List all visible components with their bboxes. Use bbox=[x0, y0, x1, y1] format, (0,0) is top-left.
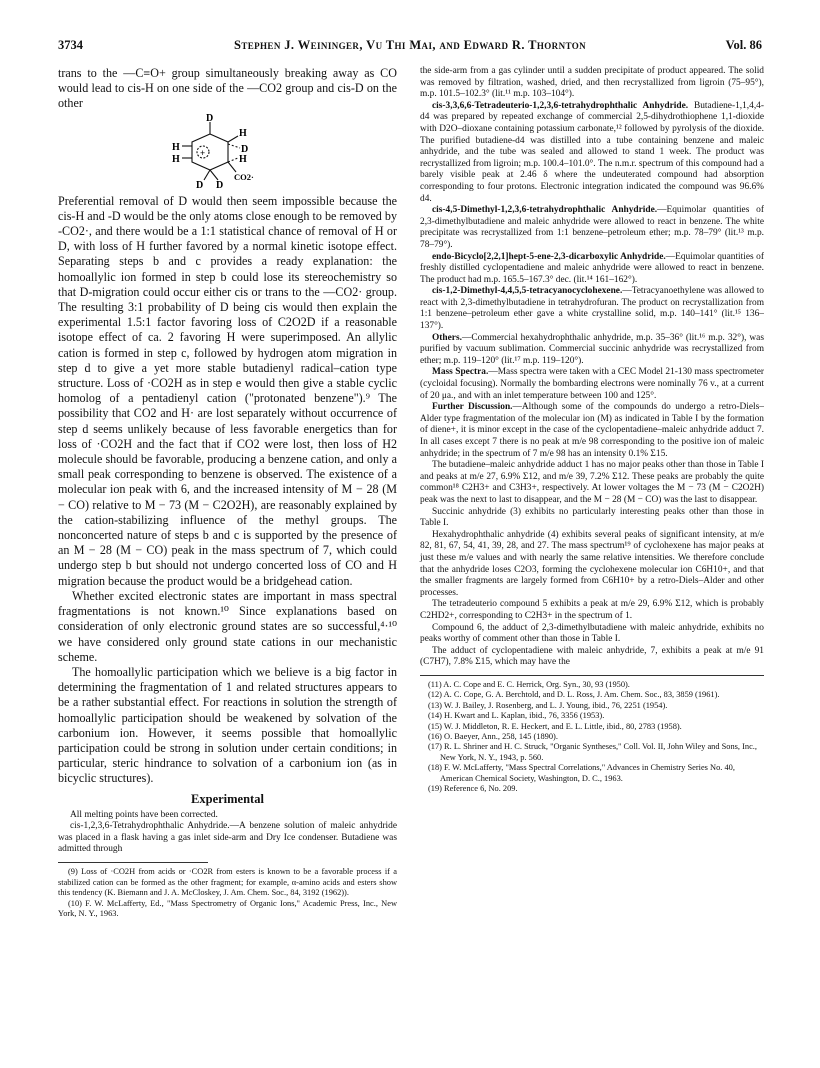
running-header bbox=[58, 38, 762, 56]
journal-volume: Vol. 86 bbox=[725, 38, 762, 52]
discussion-paragraph: Compound 6, the adduct of 2,3-dimethylbutadiene with maleic anhydride, exhibits no peaks worthy of comment other than those in Table I. bbox=[420, 622, 764, 645]
footnote: (10) F. W. McLafferty, Ed., "Mass Spectrometry of Organic Ions," Academic Press, Inc., New York, N. Y., 1963. bbox=[58, 898, 397, 919]
experimental-paragraph: cis-4,5-Dimethyl-1,2,3,6-tetrahydrophthalic Anhydride.—Equimolar quantities of 2,3-dimethylbutadiene and maleic anhydride were allowed to react in benzene. The white precipitate was recrystallized from 1:1 benzene–petroleum ether; m.p. 78–79° (lit.¹³ m.p. 78–79°). bbox=[420, 205, 764, 250]
run-in-title: Others. bbox=[432, 332, 462, 343]
run-in-title: cis-4,5-Dimethyl-1,2,3,6-tetrahydrophthalic Anhydride. bbox=[432, 205, 658, 216]
left-column bbox=[58, 66, 397, 920]
run-in-title: Further Discussion. bbox=[432, 402, 513, 413]
reference-item: (15) W. J. Middleton, R. E. Heckert, and E. L. Little, ibid., 80, 2783 (1958). bbox=[428, 721, 682, 731]
page-number: 3734 bbox=[58, 38, 83, 52]
atom-label: H bbox=[172, 141, 180, 153]
cyclohexenyl-cation-structure bbox=[158, 114, 288, 190]
experimental-paragraph: Further Discussion.—Although some of the compounds do undergo a retro-Diels–Alder type fragmentation of the molecular ion (M) as indicated in Table I by the formation of diene+, it is minor except in the case of the cyclopentadiene–maleic anhydride adduct 7. In all cases except 7 there is no peak at m/e 98 corresponding to the positive ion of maleic anhydride; in the spectrum of 7 m/e 98 has an intensity 0.1% Σ15. bbox=[420, 402, 764, 459]
experimental-paragraph: cis-1,2,3,6-Tetrahydrophthalic Anhydride.—A benzene solution of maleic anhydride was placed in a flask having a gas inlet side-arm and Dry Ice condenser. Butadiene was admitted through bbox=[58, 821, 397, 855]
reference-list bbox=[420, 680, 764, 794]
right-column bbox=[420, 66, 764, 794]
reference-item: (17) R. L. Shriner and H. C. Struck, "Organic Syntheses," Coll. Vol. II, John Wiley and Sons, Inc., New York, N. Y., 1943, p. 560. bbox=[428, 742, 757, 762]
section-heading: Experimental bbox=[191, 791, 264, 806]
experimental-paragraph: Others.—Commercial hexahydrophthalic anhydride, m.p. 35–36° (lit.¹⁶ m.p. 32°), was purified by vacuum sublimation. Commercial succinic anhydride was recrystallized from ether; m.p. 119–120° (lit.¹⁷ m.p. 119–120°). bbox=[420, 332, 764, 366]
experimental-paragraph: endo-Bicyclo[2,2,1]hept-5-ene-2,3-dicarboxylic Anhydride.—Equimolar quantities of freshly distilled cyclopentadiene and maleic anhydride were allowed to react in benzene. The product had m.p. 165.5–167.3° dec. (lit.¹⁴ 161–162°). bbox=[420, 251, 764, 285]
atom-label: D bbox=[241, 143, 249, 155]
run-in-title: cis-1,2,3,6-Tetrahydrophthalic Anhydride. bbox=[70, 821, 230, 832]
experimental-paragraph: cis-1,2-Dimethyl-4,4,5,5-tetracyanocyclohexene.—Tetracyanoethylene was allowed to react with 2,3-dimethylbutadiene in tetrahydrofuran. The product on recrystallization from 1:1 benzene–petroleum ether gave a white crystalline solid, m.p. 140–141° (lit.¹⁵ 136–137°). bbox=[420, 286, 764, 332]
discussion-paragraph: Succinic anhydride (3) exhibits no particularly interesting peaks other than those in Table I. bbox=[420, 506, 764, 529]
svg-text:+: + bbox=[200, 147, 206, 158]
run-in-title: endo-Bicyclo[2,2,1]hept-5-ene-2,3-dicarboxylic Anhydride. bbox=[432, 251, 666, 262]
experimental-paragraph: cis-3,3,6,6-Tetradeuterio-1,2,3,6-tetrahydrophthalic Anhydride. Butadiene-1,1,4,4-d4 was prepared by repeated exchange of commercial 2,5-dihydrothiophene 1,1-dioxide with D2O–dioxane containing potassium carbonate,¹² followed by pyrolysis of the dioxide. The purified butadiene-d4 was distilled into a tube containing benzene and maleic anhydride, and the tube was sealed and allowed to stand 1 week. The product was recrystallized from ligroin; m.p. 100.4–101.0°. The n.m.r. spectrum of this compound had a barely visible peak at 2.46 δ where the undeuterated compound had absorption corresponding to four protons. Electronic integration indicated the compound was 96.6% d4. bbox=[420, 100, 764, 204]
discussion-paragraph: The tetradeuterio compound 5 exhibits a peak at m/e 29, 6.9% Σ12, which is probably C2HD2+, corresponding to C2H3+ in the spectrum of 1. bbox=[420, 599, 764, 621]
run-in-title: Mass Spectra. bbox=[432, 367, 489, 378]
atom-label: D bbox=[206, 113, 214, 124]
atom-label: H bbox=[239, 127, 247, 139]
body-paragraph: The homoallylic participation which we believe is a big factor in determining the fragmentation of 1 and related structures appears to be a rather substantial effect. For reactions in solution the strength of homoallylic participation should be weakened by solvation of the carbonium ion. However, it seems possible that homoallylic participation could be strong in solution under certain conditions; in particular, steric hindrance to solvation of a carbonium ion (as in bicyclic structures). bbox=[58, 664, 397, 786]
atom-label: D bbox=[196, 179, 204, 190]
atom-label: D bbox=[216, 179, 224, 190]
discussion-paragraph: The adduct of cyclopentadiene with maleic anhydride, 7, exhibits a peak at m/e 91 (C7H7), 7.8% Σ15, which may have the bbox=[420, 645, 764, 668]
body-paragraph: Preferential removal of D would then seem impossible because the cis-H and -D would be the only atoms close enough to be removed by -CO2·, and there would be a 1:1 statistical chance of removal of H or D, with loss of H further favored by a normal kinetic isotope effect. Separating steps b and c provides a ready explanation: the homoallylic ion formed in step b could lose its stereochemistry so that D-migration could occur either cis or trans to the —CO2· group. The resulting 3:1 probability of D being cis would then explain the experimental 1.5:1 factor favoring loss of C2O2D if a reasonable isotope effect of ca. 2 favoring H were superimposed. An allylic cation is formed in step c, followed by hydrogen atom migration in step d to give a yet more stable butadienyl radical–cation type structure. Loss of ·CO2H as in step e would then give a stable cyclic homolog of a pentadienyl cation ("protonated benzene").⁹ The possibility that CO2 and H· are lost separately without occurrence of step d seems unlikely because of less favorable energetics than for loss of ·CO2H and the fact that if CO2 were lost, then loss of H2 molecule should be favorable, producing a benzene cation, and only a small peak corresponding to benzene is observed. The existence of a molecular ion peak with 6, and the increased intensity of M − 28 (M − CO) relative to M − 73 (M − C2O2H), are reasonably explained by the cation-stabilizing influence of the methyl groups. The nonconcerted nature of steps b and c is supported by the presence of an M − 28 (M − CO) peak in the mass spectrum of 7, which could undergo step b but should not undergo concerted loss of CO and H migration because the product would be a bridgehead cation. bbox=[58, 193, 397, 588]
run-in-title: cis-3,3,6,6-Tetradeuterio-1,2,3,6-tetrahydrophthalic Anhydride. bbox=[432, 100, 689, 111]
experimental-paragraph: Mass Spectra.—Mass spectra were taken with a CEC Model 21-130 mass spectrometer (cycloidal focusing). Normally the bombarding electrons were nominally 76 v., at a current of 20 μa., and with an inlet temperature between 100 and 125°. bbox=[420, 367, 764, 401]
discussion-paragraph: The butadiene–maleic anhydride adduct 1 has no major peaks other than those in Table I and peaks at m/e 27, 6.9% Σ12, and m/e 39, 7.2% Σ12. These peaks are probably the quite common¹⁸ C2H3+ and C3H3+, respectively. At lower voltages the M − 73 (M − C2O2H) peak was the next to last to disappear, and the M − 28 (M − CO) was the last to disappear. bbox=[420, 460, 764, 505]
footnote: (9) Loss of ·CO2H from acids or ·CO2R from esters is known to be a favorable process if a stabilized cation can be formed as the other fragment; for example, α-amino acids and esters show this tendency (K. Biemann and J. A. McCloskey, J. Am. Chem. Soc., 84, 3192 (1962)). bbox=[58, 866, 397, 898]
reference-item: (14) H. Kwart and L. Kaplan, ibid., 76, 3356 (1953). bbox=[428, 711, 605, 721]
reference-item: (19) Reference 6, No. 209. bbox=[428, 783, 518, 793]
reference-item: (11) A. C. Cope and E. C. Herrick, Org. Syn., 30, 93 (1950). bbox=[428, 679, 630, 689]
reference-item: (18) F. W. McLafferty, "Mass Spectral Correlations," Advances in Chemistry Series No. 40, American Chemical Society, Washington, D. C., 1963. bbox=[428, 763, 735, 783]
footnote-rule bbox=[420, 675, 764, 676]
run-in-title: cis-1,2-Dimethyl-4,4,5,5-tetracyanocyclohexene. bbox=[432, 286, 623, 297]
body-paragraph: Whether excited electronic states are important in mass spectral fragmentations is not known.¹⁰ Since explanations based on consideration of only electronic ground states are so successful,⁴·¹⁰ we have considered only ground state cations in our mechanistic scheme. bbox=[58, 588, 397, 664]
experimental-paragraph: All melting points have been corrected. bbox=[70, 809, 218, 820]
footnote-rule bbox=[58, 862, 208, 863]
reference-item: (13) W. J. Bailey, J. Rosenberg, and L. J. Young, ibid., 76, 2251 (1954). bbox=[428, 700, 668, 710]
body-paragraph: trans to the —C≡O+ group simultaneously breaking away as CO would lead to cis-H on one side of the —CO2 group and cis-D on the other bbox=[58, 66, 397, 111]
atom-label: CO2· bbox=[234, 171, 254, 182]
reference-item: (16) O. Baeyer, Ann., 258, 145 (1890). bbox=[428, 731, 558, 741]
reference-item: (12) A. C. Cope, G. A. Berchtold, and D. L. Ross, J. Am. Chem. Soc., 83, 3859 (1961). bbox=[428, 690, 720, 700]
atom-label: H bbox=[172, 153, 180, 165]
experimental-paragraph: the side-arm from a gas cylinder until a sudden precipitate of product appeared. The solid was removed by filtration, washed, dried, and then recrystallized from ligroin (75–95°), m.p. 101.5–102.3° (lit.¹¹ m.p. 103–104°). bbox=[420, 66, 764, 100]
atom-label: H bbox=[239, 153, 247, 165]
discussion-paragraph: Hexahydrophthalic anhydride (4) exhibits several peaks of significant intensity, at m/e 82, 81, 67, 54, 41, 39, 28, and 27. The mass spectrum¹⁹ of cyclohexene has major peaks at just these m/e values and with nearly the same relative intensities. We therefore conclude that the anhydride loses C2O3, forming the cyclohexene molecular ion C6H10+, and that the smaller fragments are largely formed from C6H10+ by a retro-Diels–Alder and other processes. bbox=[420, 529, 764, 598]
running-authors: Stephen J. Weininger, Vu Thi Mai, and Edward R. Thornton bbox=[233, 38, 587, 52]
